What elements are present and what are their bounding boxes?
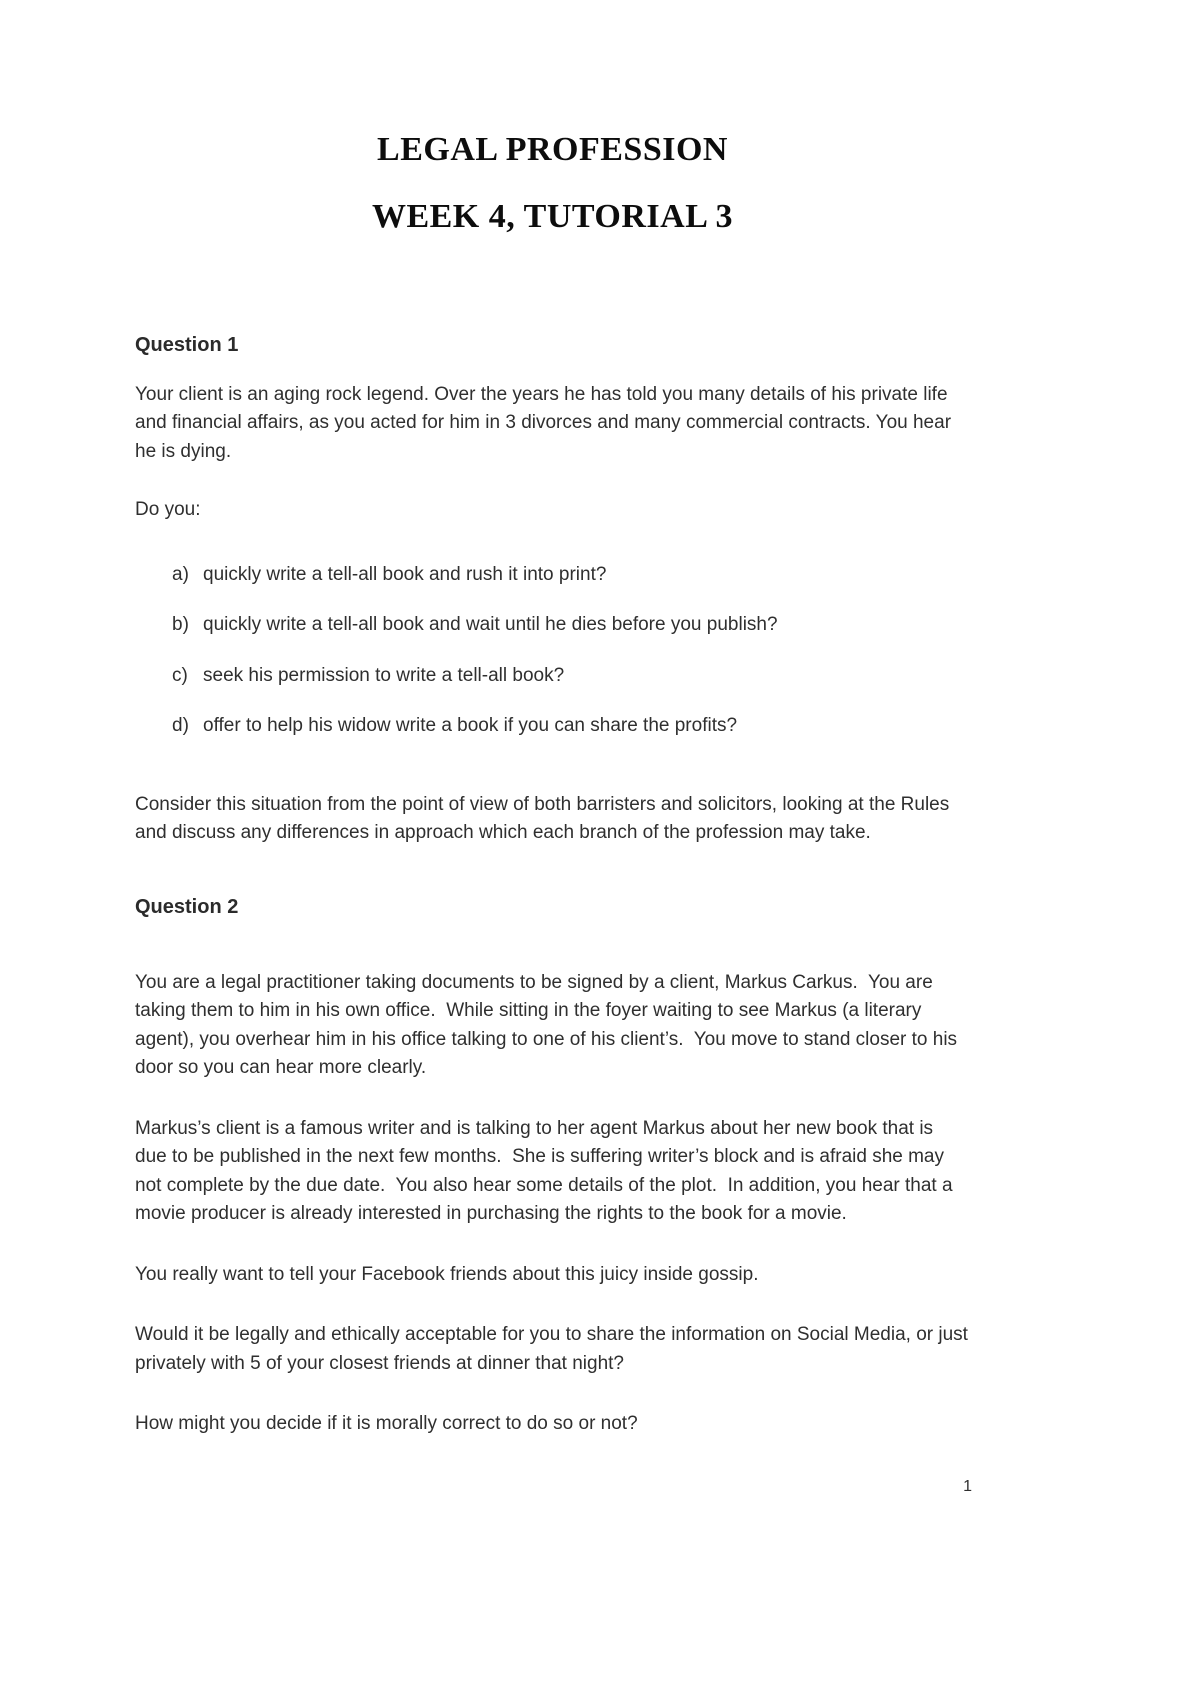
document-title: LEGAL PROFESSION [377,131,728,168]
option-c-text: seek his permission to write a tell-all book? [203,664,565,686]
question2-paragraph-5: How might you decide if it is morally correct to do so or not? [135,1413,638,1435]
question1-heading: Question 1 [135,333,239,356]
option-a-label: a) [172,563,189,585]
question2-paragraph-4: Would it be legally and ethically acceptable for you to share the information on Social Media, or just privately with 5 of your closest friends at dinner that night? [135,1324,974,1374]
option-d [172,712,970,741]
page-number: 1 [963,1478,972,1495]
question2-paragraph-3: You really want to tell your Facebook friends about this juicy inside gossip. [135,1263,759,1285]
question2-paragraph-2: Markus’s client is a famous writer and is talking to her agent Markus about her new book that is due to be published in the next few months. She is suffering writer’s block and is afraid she may not complete by the due date. You also hear some details of the plot. In addition, you hear that a movie producer is already interested in purchasing the rights to the book for a movie. [135,1117,958,1225]
option-c [172,662,970,691]
option-d-text: offer to help his widow write a book if you can share the profits? [203,715,738,737]
option-a-text: quickly write a tell-all book and rush it into print? [203,563,607,585]
question2-heading: Question 2 [135,895,239,918]
option-a [172,561,970,590]
question2-paragraph-1: You are a legal practitioner taking documents to be signed by a client, Markus Carkus. You are taking them to him in his own office. While sitting in the foyer waiting to see Markus (a literary agent), you overhear him in his office talking to one of his client’s. You move to stand closer to his door so you can hear more clearly. [135,971,963,1079]
option-b [172,611,970,640]
option-b-label: b) [172,614,189,636]
option-b-text: quickly write a tell-all book and wait until he dies before you publish? [203,614,778,636]
option-c-label: c) [172,664,188,686]
question1-options-list [172,561,970,741]
question1-closing-paragraph: Consider this situation from the point of view of both barristers and solicitors, looking at the Rules and discuss any differences in approach which each branch of the profession may take. [135,793,955,844]
question1-prompt: Do you: [135,499,201,521]
question1-intro-paragraph: Your client is an aging rock legend. Over the years he has told you many details of his private life and financial affairs, as you acted for him in 3 divorces and many commercial contracts. You hear he is dying. [135,383,957,462]
document-subtitle: WEEK 4, TUTORIAL 3 [371,197,734,235]
option-d-label: d) [172,715,189,737]
